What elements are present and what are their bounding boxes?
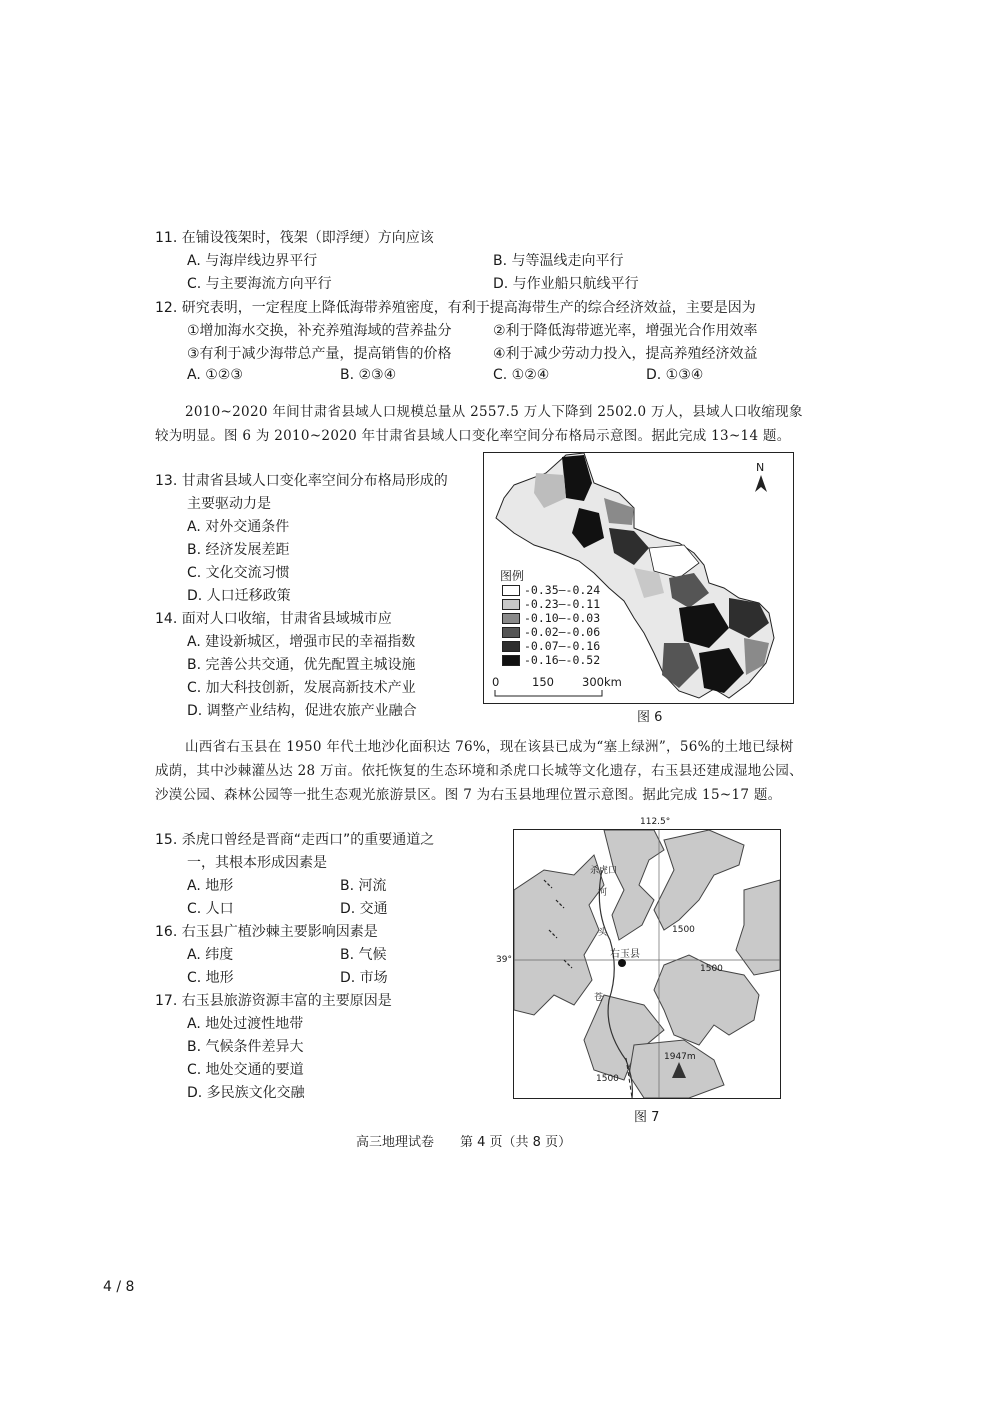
label-river-3: 苍 [594, 993, 604, 1003]
q16-option-c: C. 地形 [187, 970, 234, 986]
q14-option-b: B. 完善公共交通，优先配置主城设施 [187, 657, 416, 673]
q15-option-c: C. 人口 [187, 901, 234, 917]
q13-stem-line2: 主要驱动力是 [187, 496, 271, 512]
legend-swatch [502, 585, 520, 596]
q15-stem-line1: 15. 杀虎口曾经是晋商“走西口”的重要通道之 [155, 832, 435, 848]
label-shahukou: 杀虎口 [590, 866, 618, 876]
q17-option-c: C. 地处交通的要道 [187, 1062, 304, 1078]
page-number: 4 / 8 [103, 1279, 135, 1295]
q13-option-d: D. 人口迁移政策 [187, 588, 291, 604]
figure-7-caption: 图 7 [634, 1110, 660, 1125]
contour-label-2: 1500 [700, 964, 723, 974]
q11-stem: 11. 在铺设筏架时，筏架（即浮绠）方向应该 [155, 230, 434, 246]
scale-300: 300km [582, 675, 622, 689]
north-arrow-icon [754, 475, 768, 493]
q12-option-a: A. ①②③ [187, 367, 243, 383]
passage-youyu: 山西省右玉县在 1950 年代土地沙化面积达 76%，现在该县已成为“塞上绿洲”，56%的土地已绿树成荫，其中沙棘灌丛达 28 万亩。依托恢复的生态环境和杀虎口长城等文化遗存，右玉县还建成湿地公园、沙漠公园、森林公园等一批生态观光旅游景区。图 7 为右玉县地理位置示意图。据此完成 15~17 题。 [155, 739, 803, 803]
legend-item: -0.07–-0.16 [502, 639, 600, 653]
label-river-2: 头 [598, 928, 608, 938]
legend-item: -0.23–-0.11 [502, 597, 600, 611]
q12-statement-4: ④利于减少劳动力投入，提高养殖经济效益 [493, 346, 758, 362]
legend-swatch [502, 655, 520, 666]
q15-option-a: A. 地形 [187, 878, 234, 894]
q12-statement-2: ②利于降低海带遮光率，增强光合作用效率 [493, 323, 758, 339]
q12-option-d: D. ①③④ [646, 367, 704, 383]
q11-option-a: A. 与海岸线边界平行 [187, 253, 318, 269]
scale-150: 150 [532, 675, 554, 689]
q16-stem: 16. 右玉县广植沙棘主要影响因素是 [155, 924, 378, 940]
q12-statement-1: ①增加海水交换，补充养殖海域的营养盐分 [187, 323, 452, 339]
legend-item: -0.10–-0.03 [502, 611, 600, 625]
q14-stem: 14. 面对人口收缩，甘肃省县域城市应 [155, 611, 392, 627]
q14-option-a: A. 建设新城区，增强市民的幸福指数 [187, 634, 416, 650]
legend-swatch [502, 641, 520, 652]
peak-elevation: 1947m [664, 1052, 696, 1062]
legend-swatch [502, 627, 520, 638]
q11-option-b: B. 与等温线走向平行 [493, 253, 624, 269]
q15-stem-line2: 一，其根本形成因素是 [187, 855, 327, 871]
q17-option-a: A. 地处过渡性地带 [187, 1016, 304, 1032]
passage-gansu: 2010~2020 年间甘肃省县域人口规模总量从 2557.5 万人下降到 2502.0 万人，县域人口收缩现象较为明显。图 6 为 2010~2020 年甘肃省县域人口变化率空间分布格局示意图。据此完成 13~14 题。 [155, 404, 803, 444]
legend-swatch [502, 613, 520, 624]
legend-item: -0.35–-0.24 [502, 583, 600, 597]
q14-option-c: C. 加大科技创新，发展高新技术产业 [187, 680, 416, 696]
q13-option-a: A. 对外交通条件 [187, 519, 290, 535]
q16-option-a: A. 纬度 [187, 947, 234, 963]
q16-option-b: B. 气候 [340, 947, 387, 963]
q11-option-d: D. 与作业船只航线平行 [493, 276, 639, 292]
q12-stem: 12. 研究表明，一定程度上降低海带养殖密度，有利于提高海带生产的综合经济效益，主要是因为 [155, 300, 756, 316]
q12-option-c: C. ①②④ [493, 367, 550, 383]
q12-statement-3: ③有利于减少海带总产量，提高销售的价格 [187, 346, 452, 362]
label-river-1: 河 [598, 888, 608, 898]
contour-label-1: 1500 [672, 925, 695, 935]
q17-option-d: D. 多民族文化交融 [187, 1085, 305, 1101]
scale-0: 0 [492, 675, 500, 689]
north-arrow-label: N [756, 461, 765, 474]
q15-option-b: B. 河流 [340, 878, 387, 894]
q17-option-b: B. 气候条件差异大 [187, 1039, 304, 1055]
q13-stem-line1: 13. 甘肃省县域人口变化率空间分布格局形成的 [155, 473, 448, 489]
q13-option-b: B. 经济发展差距 [187, 542, 290, 558]
q11-option-c: C. 与主要海流方向平行 [187, 276, 332, 292]
q12-option-b: B. ②③④ [340, 367, 397, 383]
q17-stem: 17. 右玉县旅游资源丰富的主要原因是 [155, 993, 392, 1009]
scale-bar [494, 690, 604, 698]
q13-option-c: C. 文化交流习惯 [187, 565, 290, 581]
q15-option-d: D. 交通 [340, 901, 388, 917]
contour-label-3: 1500 [596, 1074, 619, 1084]
latitude-label: 39° [496, 955, 512, 965]
figure-6-caption: 图 6 [637, 710, 663, 725]
page-footer: 高三地理试卷 第 4 页（共 8 页） [356, 1135, 572, 1150]
legend-item: -0.16–-0.52 [502, 653, 600, 667]
q16-option-d: D. 市场 [340, 970, 388, 986]
longitude-label: 112.5° [640, 817, 671, 827]
figure-7-map [513, 829, 781, 1099]
figure-6-map [483, 452, 794, 704]
legend-swatch [502, 599, 520, 610]
q14-option-d: D. 调整产业结构，促进农旅产业融合 [187, 703, 417, 719]
youyu-map-shape [514, 830, 780, 1098]
label-county: 右玉县 [610, 949, 640, 960]
legend-title: 图例 [500, 569, 525, 583]
legend-item: -0.02–-0.06 [502, 625, 600, 639]
